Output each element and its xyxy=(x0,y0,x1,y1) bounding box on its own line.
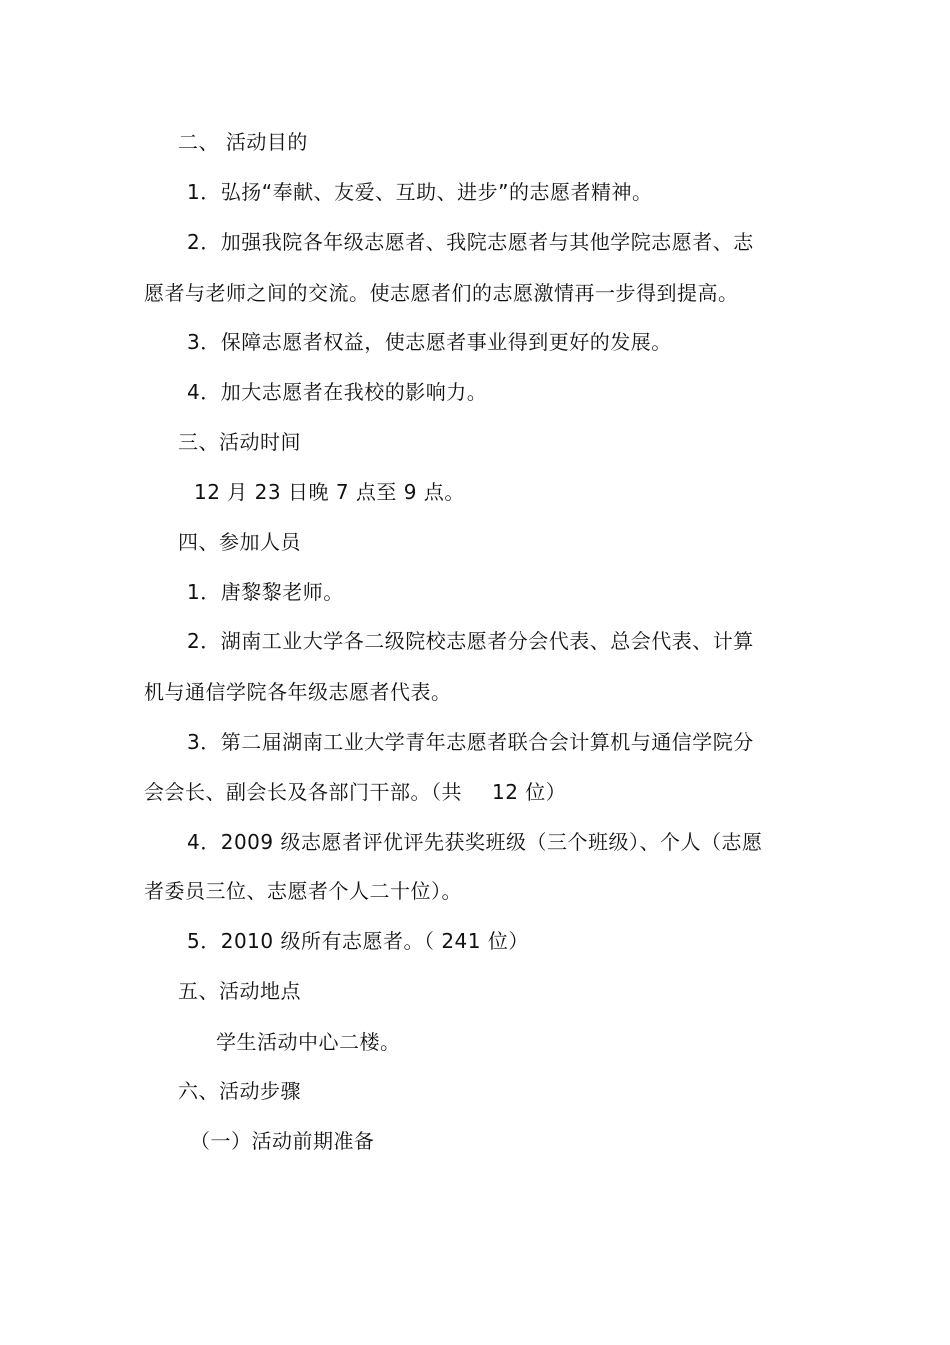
participant-item-5: 5．2010 级所有志愿者。（ 241 位） xyxy=(187,929,529,953)
goal-item-4: 4．加大志愿者在我校的影响力。 xyxy=(187,380,488,404)
section-heading-goal: 二、 活动目的 xyxy=(178,130,308,154)
participant-item-2-continued: 机与通信学院各年级志愿者代表。 xyxy=(144,680,452,704)
goal-item-2: 2．加强我院各年级志愿者、我院志愿者与其他学院志愿者、志 xyxy=(187,230,754,254)
steps-subheading: （一）活动前期准备 xyxy=(190,1129,375,1153)
section-heading-steps: 六、活动步骤 xyxy=(178,1079,301,1103)
participant-item-3-text: 会会长、副会长及各部门干部。（共 xyxy=(144,780,462,804)
participant-item-2: 2．湖南工业大学各二级院校志愿者分会代表、总会代表、计算 xyxy=(187,629,754,653)
location-value: 学生活动中心二楼。 xyxy=(216,1030,401,1054)
section-heading-time: 三、活动时间 xyxy=(178,430,301,454)
goal-item-3: 3．保障志愿者权益，使志愿者事业得到更好的发展。 xyxy=(187,330,672,354)
participant-item-4-continued: 者委员三位、志愿者个人二十位）。 xyxy=(144,879,462,903)
participant-item-1: 1．唐黎黎老师。 xyxy=(187,580,344,604)
section-heading-participants: 四、参加人员 xyxy=(178,530,301,554)
participant-item-4: 4．2009 级志愿者评优评先获奖班级（三个班级）、个人（志愿 xyxy=(187,830,763,854)
participant-item-3-count: 12 位） xyxy=(492,780,567,804)
time-value: 12 月 23 日晚 7 点至 9 点。 xyxy=(194,480,465,504)
goal-item-2-continued: 愿者与老师之间的交流。使志愿者们的志愿激情再一步得到提高。 xyxy=(144,281,739,305)
section-heading-location: 五、活动地点 xyxy=(178,979,301,1003)
participant-item-3-continued xyxy=(144,778,566,806)
participant-item-3: 3．第二届湖南工业大学青年志愿者联合会计算机与通信学院分 xyxy=(187,730,754,754)
goal-item-1: 1．弘扬“奉献、友爱、互助、进步”的志愿者精神。 xyxy=(187,180,653,204)
